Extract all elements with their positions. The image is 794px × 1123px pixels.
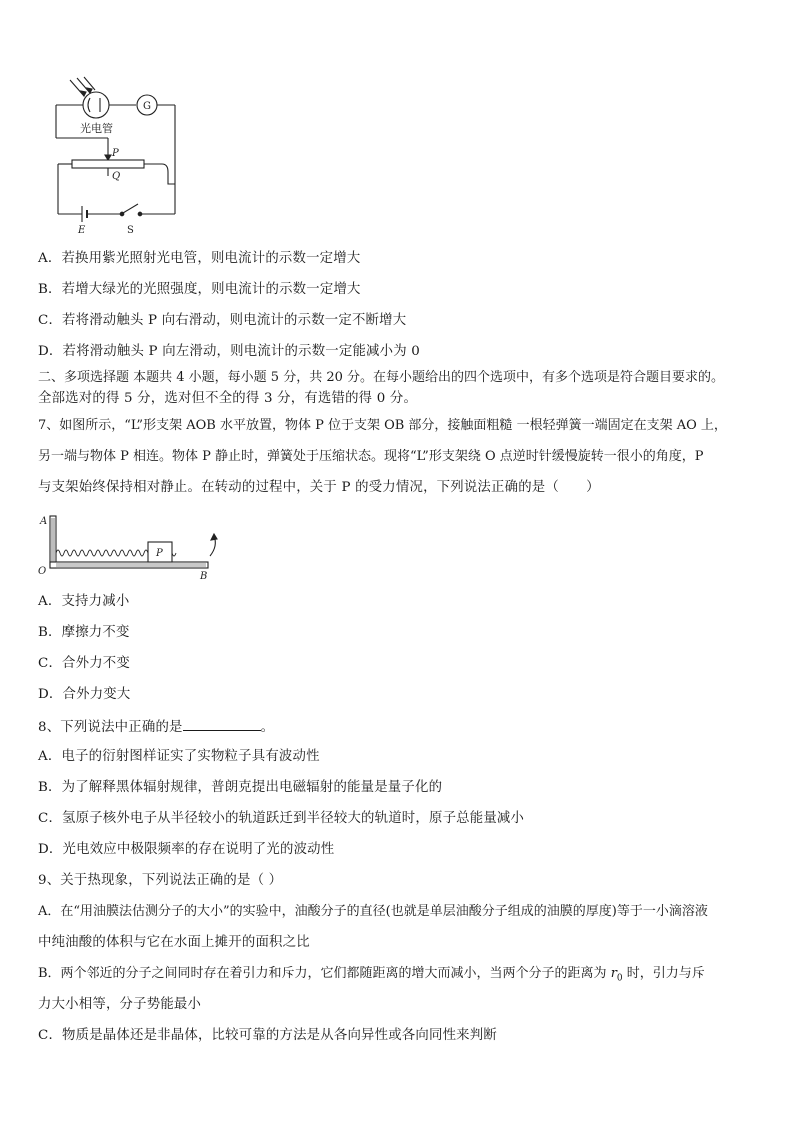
q7-option-a: A．支持力减小 [38,594,130,609]
section2-heading-line2: 全部选对的得 5 分，选对但不全的得 3 分，有选错的得 0 分。 [38,391,418,406]
q8-option-c: C．氢原子核外电子从半径较小的轨道跃迁到半径较大的轨道时，原子总能量减小 [38,811,525,826]
q8-option-b: B．为了解释黑体辐射规律，普朗克提出电磁辐射的能量是量子化的 [38,780,443,795]
q7-option-c: C．合外力不变 [38,656,130,671]
q9-option-a-line1: A．在“用油膜法估测分子的大小”的实验中，油酸分子的直径(也就是单层油酸分子组成的油膜的厚度)等于一小滴溶液 [38,904,708,919]
q6-option-b: B．若增大绿光的光照强度，则电流计的示数一定增大 [38,282,361,297]
q8-stem-text: 8、下列说法中正确的是 [38,720,183,735]
q9-option-a-line2: 中纯油酸的体积与它在水面上摊开的面积之比 [38,935,310,950]
slider-label-p: P [112,148,119,159]
q9-option-c: C．物质是晶体还是非晶体，比较可靠的方法是从各向异性或各向同性来判断 [38,1028,497,1043]
q9-option-b-text-end: 时，引力与斥 [622,966,705,981]
section2-heading-line1: 二、多项选择题 本题共 4 小题，每小题 5 分，共 20 分。在每小题给出的四个选项中，有多个选项是符合题目要求的。 [38,370,725,385]
q8-stem [38,718,274,736]
q6-option-a: A．若换用紫光照射光电管，则电流计的示数一定增大 [38,251,361,266]
q7-stem-line2: 另一端与物体 P 相连。物体 P 静止时，弹簧处于压缩状态。现将“L”形支架绕 O 点逆时针缓慢旋转一很小的角度，P [38,449,704,464]
battery-label-e: E [78,225,86,236]
r0-subscript: 0 [616,973,623,984]
r0-symbol: r [610,966,617,981]
bracket-label-o: O [38,566,47,577]
q9-option-b-text: B．两个邻近的分子之间同时存在着引力和斥力，它们都随距离的增大而减小，当两个分子的距离为 [38,966,611,981]
q8-option-d: D．光电效应中极限频率的存在说明了光的波动性 [38,842,335,857]
l-bracket-figure [36,510,226,582]
block-label-p: P [156,548,163,559]
bracket-label-b: B [200,571,208,582]
bracket-label-a: A [40,516,48,527]
q7-stem-line3: 与支架始终保持相对静止。在转动的过程中，关于 P 的受力情况，下列说法正确的是（ ） [38,480,600,495]
galvanometer-label: G [143,101,151,112]
phototube-label: 光电管 [80,122,113,135]
q8-answer-blank [183,718,261,731]
q9-option-b-line2: 力大小相等，分子势能最小 [38,997,202,1012]
q9-option-b-line1 [38,966,705,987]
q6-option-d: D．若将滑动触头 P 向左滑动，则电流计的示数一定能减小为 0 [38,344,420,359]
q7-option-b: B．摩擦力不变 [38,625,130,640]
switch-label-s: S [127,225,134,236]
q7-stem-line1: 7、如图所示，“L”形支架 AOB 水平放置，物体 P 位于支架 OB 部分，接触面粗糙 一根轻弹簧一端固定在支架 AO 上， [38,418,727,433]
phototube-circuit-figure [50,76,200,236]
q6-option-c: C．若将滑动触头 P 向右滑动，则电流计的示数一定不断增大 [38,313,407,328]
q9-stem: 9、关于热现象，下列说法正确的是（ ） [38,873,283,888]
q8-option-a: A．电子的衍射图样证实了实物粒子具有波动性 [38,749,320,764]
q7-option-d: D．合外力变大 [38,687,131,702]
junction-label-q: Q [112,171,121,182]
q8-stem-end: 。 [260,720,275,735]
